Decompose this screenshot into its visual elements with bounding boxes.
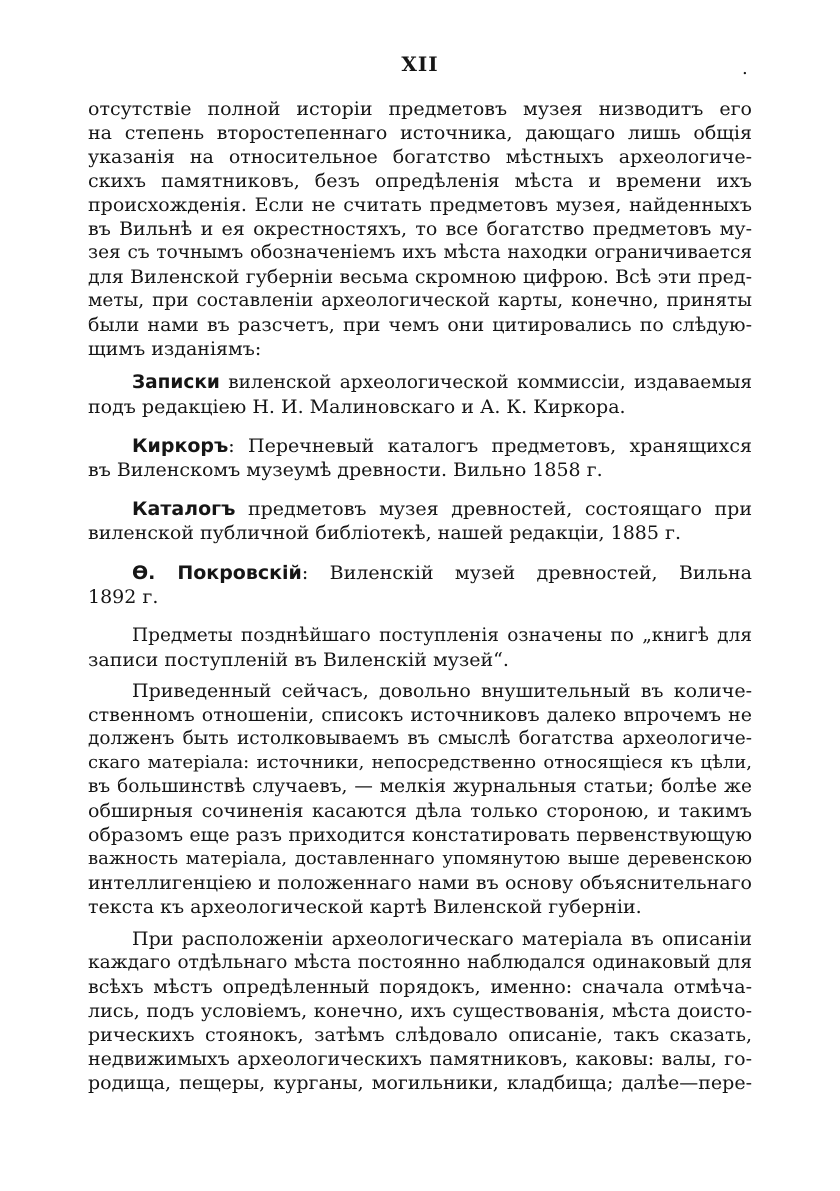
source-text: въ Виленскомъ музеумѣ древности. Вильно 1858 г. <box>88 459 603 481</box>
text-line: Приведенный сейчасъ, довольно внушительный въ количе- <box>132 680 752 702</box>
text-line: скихъ памятниковъ, безъ опредѣленія мѣста и времени ихъ <box>88 170 752 192</box>
corner-mark: . <box>742 58 748 79</box>
text-line: указанія на относительное богатство мѣстныхъ археологиче- <box>88 146 752 168</box>
text-line: Предметы позднѣйшаго поступленія означены по „книгѣ для <box>132 625 752 646</box>
text-line: ственномъ отношеніи, списокъ источниковъ далеко впрочемъ не <box>88 704 752 726</box>
source-title: Записки <box>132 372 220 393</box>
source-entry-katalog <box>88 497 752 545</box>
source-entry-kirkor <box>88 434 752 482</box>
text-line: меты, при составленіи археологической карты, конечно, приняты <box>88 290 752 311</box>
paragraph-material-arrangement <box>88 927 752 1095</box>
text-line: зея съ точнымъ обозначеніемъ ихъ мѣста находки ограничивается <box>88 242 752 263</box>
source-text: виленской археологической коммиссіи, издаваемыя <box>219 372 752 393</box>
text-line: обширныя сочиненія касаются дѣла только стороною, и такимъ <box>88 800 752 822</box>
source-text: виленской публичной библіотекѣ, нашей редакціи, 1885 г. <box>88 522 682 544</box>
paragraph-later-acquisitions <box>88 624 752 672</box>
paragraph-sources-assessment <box>88 679 752 919</box>
source-entry-zapiski <box>88 371 752 419</box>
text-line: интеллигенціею и положеннаго нами въ основу объяснительнаго <box>88 872 752 894</box>
text-line: недвижимыхъ археологическихъ памятниковъ, каковы: валы, го- <box>88 1048 752 1070</box>
source-text: предметовъ музея древностей, состоящаго при <box>235 498 752 520</box>
text-line: для Виленской губерніи весьма скромною цифрою. Всѣ эти пред- <box>88 266 752 288</box>
text-line: въ большинствѣ случаевъ, — мелкія журнальныя статьи; болѣе же <box>88 776 752 797</box>
text-line: важность матеріала, доставленнаго упомянутою выше деревенскою <box>88 848 752 869</box>
text-line: отсутствіе полной исторіи предметовъ музея низводитъ его <box>88 98 752 120</box>
text-line: текста къ археологической картѣ Виленской губерніи. <box>88 896 642 918</box>
paragraph-intro <box>88 97 752 361</box>
text-line: родища, пещеры, курганы, могильники, кладбища; далѣе—пере- <box>88 1072 752 1094</box>
text-line: долженъ быть истолковываемъ въ смыслѣ богатства археологиче- <box>88 728 752 749</box>
source-title: Ѳ. Покровскій <box>132 562 302 584</box>
source-entry-pokrovsky <box>88 561 752 609</box>
text-line: щимъ изданіямъ: <box>88 338 262 360</box>
source-text: : Перечневый каталогъ предметовъ, хранящихся <box>228 435 752 457</box>
text-line: на степень второстепеннаго источника, дающаго лишь общія <box>88 122 752 144</box>
page-number: XII <box>401 52 439 76</box>
text-line: скаго матеріала: источники, непосредственно относящіеся къ цѣли, <box>88 752 752 773</box>
text-line: всѣхъ мѣстъ опредѣленный порядокъ, именно: сначала отмѣча- <box>88 976 752 998</box>
source-text: : Виленскій музей древностей, Вильна <box>301 562 752 584</box>
source-title: Киркоръ <box>132 435 229 457</box>
text-line: рическихъ стоянокъ, затѣмъ слѣдовало описаніе, такъ сказать, <box>88 1024 752 1046</box>
text-line: записи поступленій въ Виленскій музей“. <box>88 649 509 671</box>
text-line: были нами въ разсчетъ, при чемъ они цитировались по слѣдую- <box>88 314 752 336</box>
source-text: подъ редакціею Н. И. Малиновскаго и А. К. Киркора. <box>88 396 626 418</box>
text-line: происхожденія. Если не считать предметовъ музея, найденныхъ <box>88 194 752 216</box>
source-title: Каталогъ <box>132 498 236 520</box>
source-text: 1892 г. <box>88 586 159 608</box>
text-line: При расположеніи археологическаго матеріала въ описаніи <box>132 928 752 950</box>
text-line: каждаго отдѣльнаго мѣста постоянно наблюдался одинаковый для <box>88 952 752 973</box>
text-line: въ Вильнѣ и ея окрестностяхъ, то все богатство предметовъ му- <box>88 218 752 240</box>
text-line: лись, подъ условіемъ, конечно, ихъ существованія, мѣста доисто- <box>88 1000 752 1022</box>
text-line: образомъ еще разъ приходится констатировать первенствующую <box>88 824 752 846</box>
